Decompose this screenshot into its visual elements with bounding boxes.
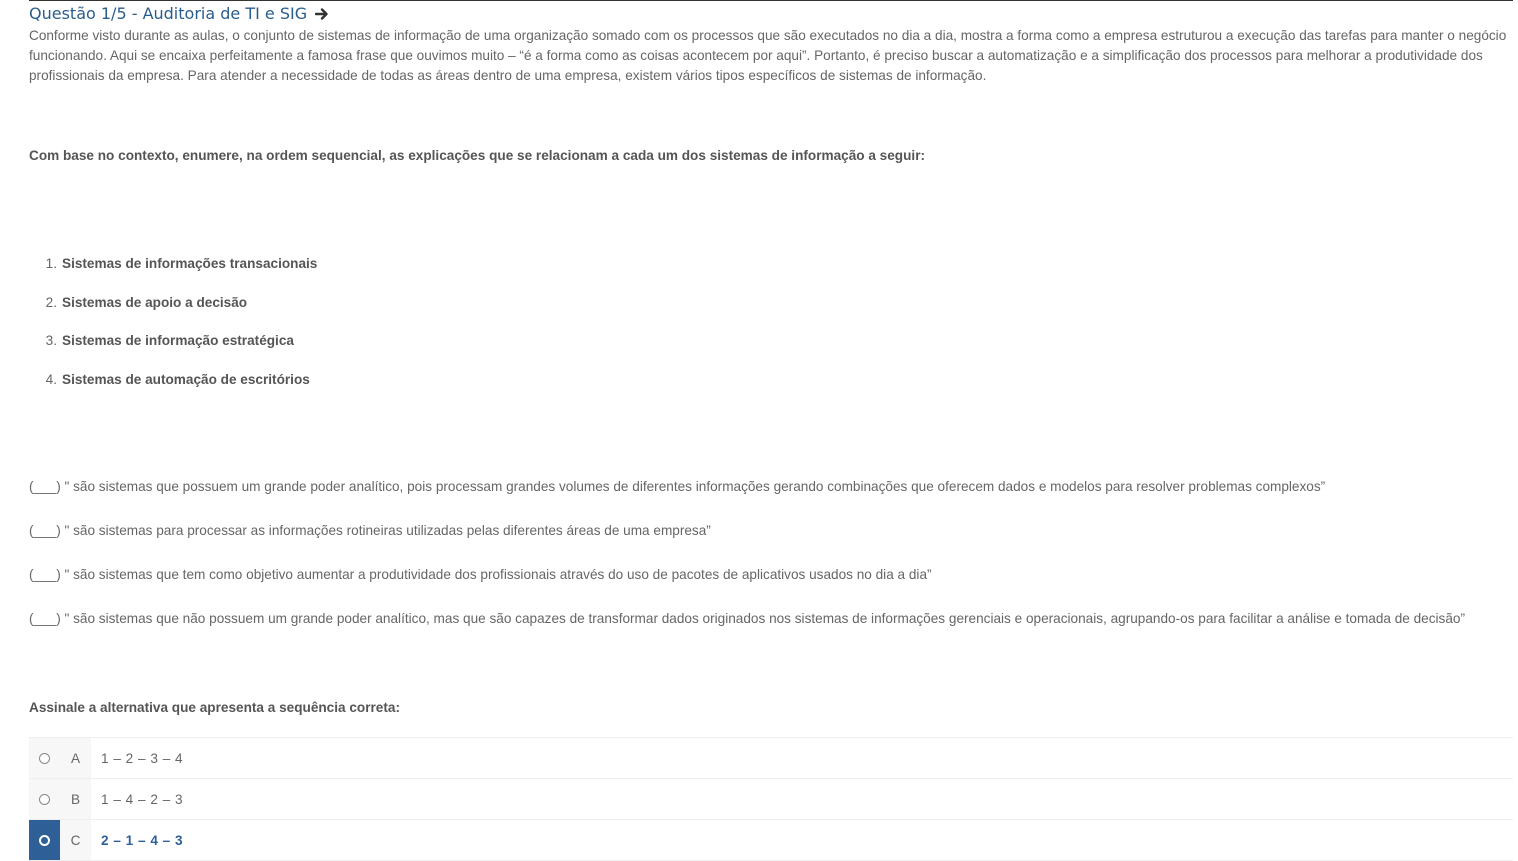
radio-button[interactable]	[29, 820, 60, 860]
statement-item: (___) " são sistemas que não possuem um grande poder analítico, mas que são capazes de transformar dados originados nos sistemas de informações gerenciais e operacionais, agrupando-os para facilitar a análise e tomada de decisão”	[29, 611, 1466, 626]
option-marker	[29, 779, 91, 819]
option-marker	[29, 820, 91, 860]
option-letter: C	[70, 832, 81, 848]
option-c[interactable]	[29, 819, 1513, 861]
option-text[interactable]: 2 – 1 – 4 – 3	[101, 832, 184, 848]
answer-options	[29, 737, 1513, 861]
question-intro: Conforme visto durante as aulas, o conjunto de sistemas de informação de uma organização somado com os processos que são executados no dia a dia, mostra a forma como a empresa estruturou a execução das tarefas para manter o negócio funcionando. Aqui se encaixa perfeitamente a famosa frase que ouvimos muito – “é a forma como as coisas acontecem por aqui”. Portanto, é preciso buscar a automatização e a simplificação dos processos para melhorar a produtividade dos profissionais da empresa. Para atender a necessidade de todas as áreas dentro de uma empresa, existem vários tipos específicos de sistemas de informação.	[29, 28, 1507, 83]
arrow-right-icon[interactable]	[315, 7, 329, 21]
radio-circle-icon	[39, 794, 50, 805]
radio-circle-icon	[39, 753, 50, 764]
system-number: 4.	[45, 371, 57, 387]
option-a[interactable]	[29, 737, 1513, 778]
question-prompt: Com base no contexto, enumere, na ordem sequencial, as explicações que se relacionam a cada um dos sistemas de informação a seguir:	[29, 148, 926, 163]
system-label: Sistemas de informações transacionais	[62, 256, 318, 271]
question-title	[29, 4, 329, 24]
option-text[interactable]: 1 – 4 – 2 – 3	[101, 791, 184, 807]
question-title-text: Questão 1/5 - Auditoria de TI e SIG	[29, 4, 308, 23]
option-letter: B	[70, 791, 81, 807]
radio-button[interactable]	[29, 779, 60, 819]
system-item	[29, 370, 317, 409]
system-label: Sistemas de informação estratégica	[62, 333, 294, 348]
option-letter: A	[70, 750, 81, 766]
statement-item: (___) " são sistemas que possuem um grande poder analítico, pois processam grandes volumes de diferentes informações gerando combinações que oferecem dados e modelos para resolver problemas complexos”	[29, 479, 1326, 494]
option-b[interactable]	[29, 778, 1513, 819]
system-number: 3.	[45, 333, 57, 348]
option-text[interactable]: 1 – 2 – 3 – 4	[101, 750, 184, 766]
radio-circle-icon	[39, 835, 50, 846]
statement-item: (___) " são sistemas para processar as informações rotineiras utilizadas pelas diferentes áreas de uma empresa”	[29, 523, 711, 538]
radio-button[interactable]	[29, 738, 60, 778]
answer-instruction: Assinale a alternativa que apresenta a sequência correta:	[29, 700, 400, 715]
statement-item: (___) " são sistemas que tem como objetivo aumentar a produtividade dos profissionais através do uso de pacotes de aplicativos usados no dia a dia”	[29, 567, 932, 582]
system-label: Sistemas de automação de escritórios	[62, 371, 310, 387]
system-number: 2.	[45, 294, 57, 310]
system-number: 1.	[45, 256, 57, 271]
system-item	[29, 293, 317, 332]
system-item	[29, 331, 317, 370]
option-marker	[29, 738, 91, 778]
top-divider	[29, 0, 1513, 1]
system-item	[29, 254, 317, 293]
systems-list	[29, 254, 317, 408]
system-label: Sistemas de apoio a decisão	[62, 294, 248, 310]
